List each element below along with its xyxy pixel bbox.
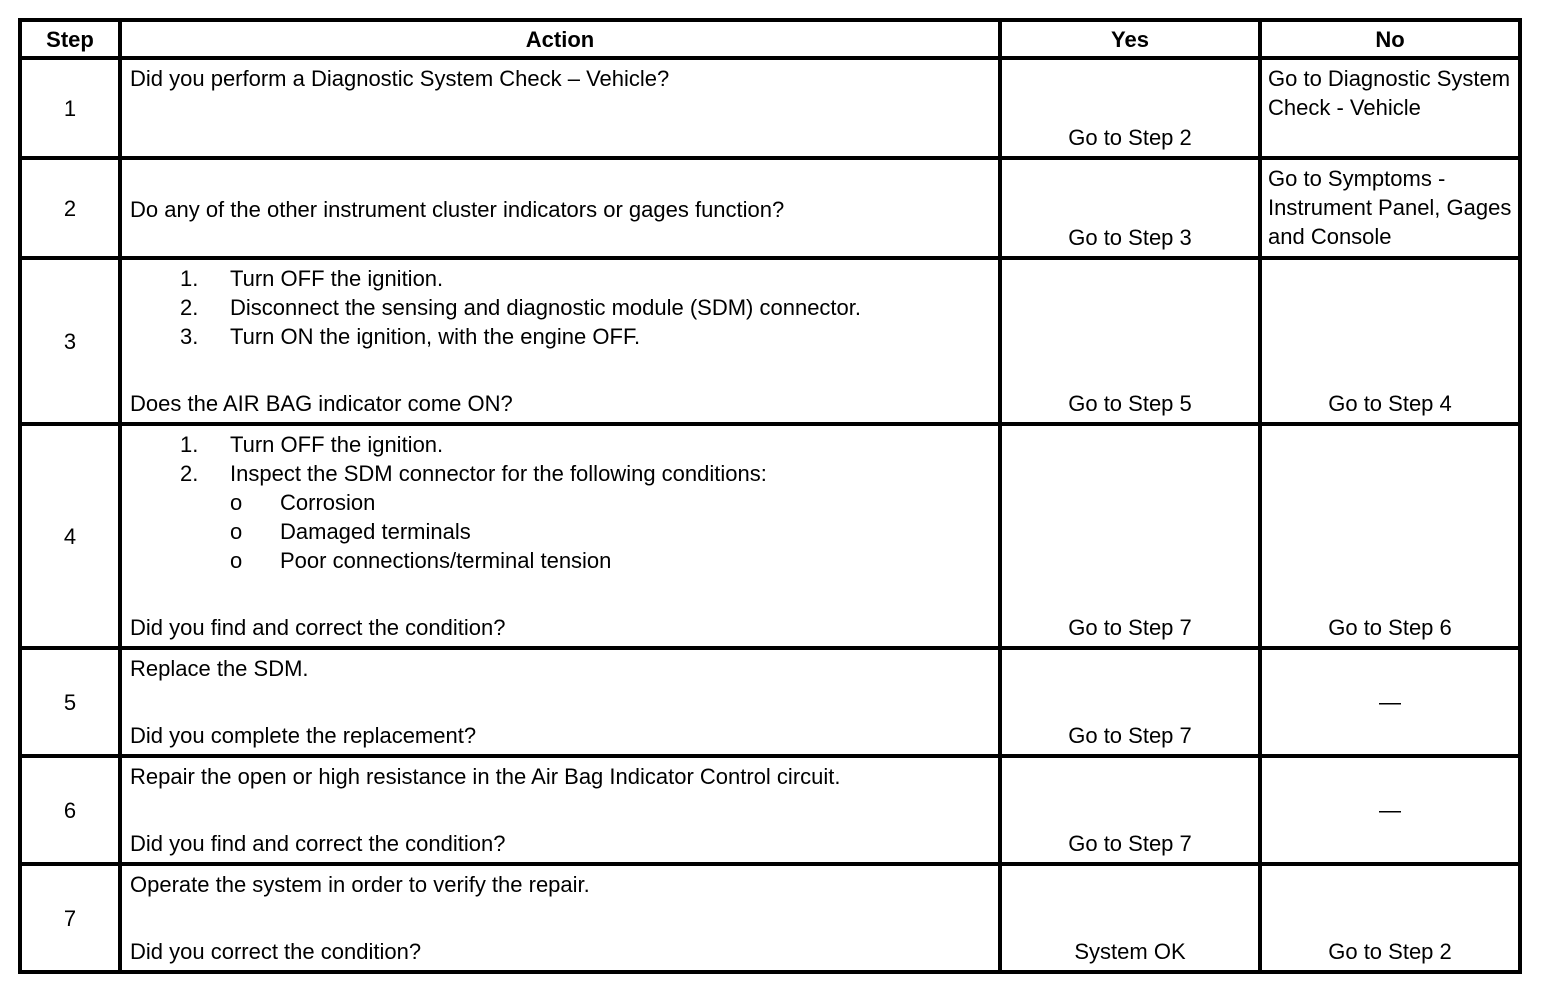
- list-item: 3. Turn ON the ignition, with the engine OFF.: [180, 324, 641, 349]
- no-cell: [1260, 258, 1520, 424]
- no-cell: [1260, 424, 1520, 648]
- no-cell: [1260, 648, 1520, 756]
- list-item: o Poor connections/terminal tension: [230, 548, 612, 573]
- list-item: 2. Disconnect the sensing and diagnostic module (SDM) connector.: [180, 295, 862, 320]
- instruction-list: [130, 264, 990, 351]
- question-text: Does the AIR BAG indicator come ON?: [130, 391, 513, 416]
- action-cell: [120, 258, 1000, 424]
- yes-answer: Go to Step 2: [1068, 125, 1192, 150]
- condition-list: [130, 488, 990, 575]
- yes-cell: [1000, 58, 1260, 158]
- no-answer: Go to Symptoms - Instrument Panel, Gages and Console: [1268, 166, 1512, 249]
- bullet-icon: o: [230, 548, 243, 573]
- table-row: [20, 258, 1520, 424]
- action-cell: [120, 424, 1000, 648]
- question-text: Do any of the other instrument cluster indicators or gages function?: [130, 196, 785, 222]
- yes-answer: Go to Step 5: [1068, 391, 1192, 416]
- no-cell: [1260, 756, 1520, 864]
- header-step: Step: [20, 20, 120, 58]
- bullet-icon: o: [230, 519, 243, 544]
- no-answer: Go to Diagnostic System Check - Vehicle: [1268, 66, 1511, 120]
- step-number: 6: [20, 756, 120, 864]
- table-row: [20, 58, 1520, 158]
- header-action: Action: [120, 20, 1000, 58]
- header-no: No: [1260, 20, 1520, 58]
- list-item: 1. Turn OFF the ignition.: [180, 432, 444, 457]
- instruction-text: Repair the open or high resistance in the Air Bag Indicator Control circuit.: [130, 764, 841, 789]
- step-number: 4: [20, 424, 120, 648]
- instruction-list: [130, 430, 990, 488]
- action-cell: [120, 864, 1000, 972]
- no-answer: Go to Step 2: [1328, 939, 1452, 964]
- yes-answer: System OK: [1074, 939, 1186, 964]
- no-answer: —: [1379, 797, 1401, 823]
- table-row: [20, 864, 1520, 972]
- list-item: o Damaged terminals: [230, 519, 471, 544]
- table-row: [20, 756, 1520, 864]
- list-item: o Corrosion: [230, 490, 376, 515]
- step-number: 5: [20, 648, 120, 756]
- no-answer: Go to Step 6: [1328, 615, 1452, 640]
- yes-answer: Go to Step 7: [1068, 831, 1192, 856]
- yes-cell: [1000, 158, 1260, 258]
- list-item: 2. Inspect the SDM connector for the following conditions:: [180, 461, 767, 486]
- list-item: 1. Turn OFF the ignition.: [180, 266, 444, 291]
- question-text: Did you perform a Diagnostic System Check – Vehicle?: [130, 66, 670, 91]
- header-yes: Yes: [1000, 20, 1260, 58]
- table-row: [20, 158, 1520, 258]
- step-number: 7: [20, 864, 120, 972]
- question-text: Did you correct the condition?: [130, 939, 422, 964]
- instruction-text: Operate the system in order to verify the repair.: [130, 872, 590, 897]
- question-text: Did you find and correct the condition?: [130, 615, 506, 640]
- action-cell: [120, 648, 1000, 756]
- action-cell: [120, 756, 1000, 864]
- yes-cell: [1000, 424, 1260, 648]
- table-row: [20, 648, 1520, 756]
- table-row: [20, 424, 1520, 648]
- step-number: 3: [20, 258, 120, 424]
- yes-cell: [1000, 756, 1260, 864]
- no-cell: [1260, 58, 1520, 158]
- instruction-text: Replace the SDM.: [130, 656, 309, 681]
- question-text: Did you complete the replacement?: [130, 723, 477, 748]
- diagnostic-table: [18, 18, 1522, 974]
- no-cell: [1260, 864, 1520, 972]
- yes-cell: [1000, 864, 1260, 972]
- yes-cell: [1000, 648, 1260, 756]
- yes-cell: [1000, 258, 1260, 424]
- yes-answer: Go to Step 7: [1068, 723, 1192, 748]
- no-cell: [1260, 158, 1520, 258]
- action-cell: [120, 158, 1000, 258]
- yes-answer: Go to Step 3: [1068, 225, 1192, 250]
- no-answer: —: [1379, 689, 1401, 715]
- bullet-icon: o: [230, 490, 243, 515]
- step-number: 2: [20, 158, 120, 258]
- yes-answer: Go to Step 7: [1068, 615, 1192, 640]
- question-text: Did you find and correct the condition?: [130, 831, 506, 856]
- no-answer: Go to Step 4: [1328, 391, 1452, 416]
- action-cell: [120, 58, 1000, 158]
- step-number: 1: [20, 58, 120, 158]
- header-row: [20, 20, 1520, 58]
